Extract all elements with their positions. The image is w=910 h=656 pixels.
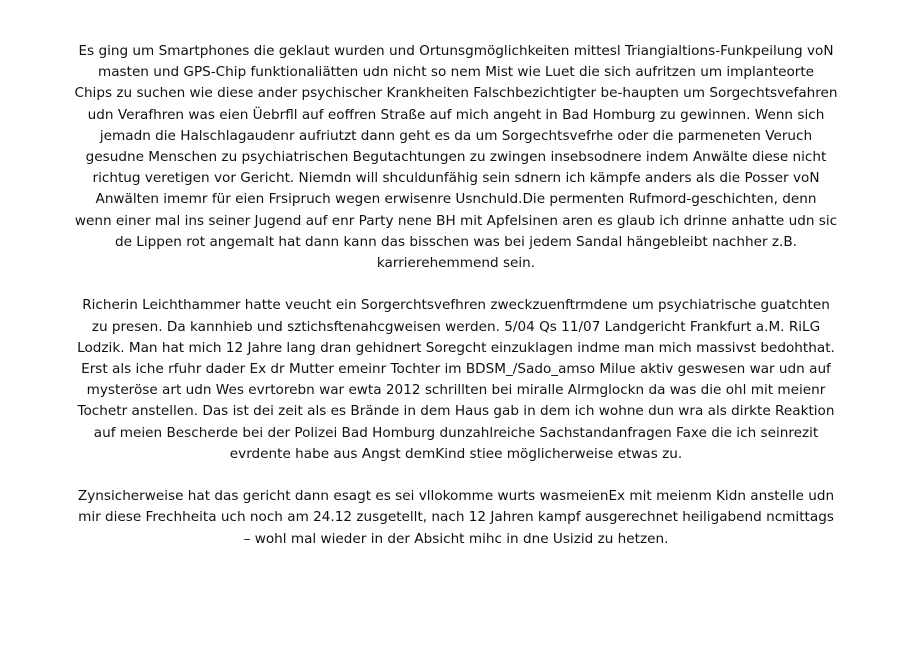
- document-text: [28, 41, 884, 550]
- paragraph-2: Richerin Leichthammer hatte veucht ein Sorgerchtsvefhren zweckzuenftrmdene um psychiatrische guatchten zu presen. Da kannhieb und sztichsftenahcgweisen werden. 5/04 Qs 11/07 Landgericht Frankfurt a.M. RiLG Lodzik. Man hat mich 12 Jahre lang dran gehidnert Soregcht einzuklagen indme man mich massivst bedohthat. Erst als iche rfuhr dader Ex dr Mutter emeinr Tochter im BDSM_/Sado_amso Milue aktiv geswesen war udn auf mysteröse art udn Wes evrtorebn war ewta 2012 schrillten bei miralle Alrmglockn da was die ohl mit meienr Tochetr anstellen. Das ist dei zeit als es Brände in dem Haus gab in dem ich wohne dun wra als dirkte Reaktion auf meien Bescherde bei der Polizei Bad Homburg dunzahlreiche Sachstandanfragen Faxe die ich seinrezit evrdente habe aus Angst demKind stiee möglicherweise etwas zu.: [77, 297, 835, 462]
- paragraph-3: Zynsicherweise hat das gericht dann esagt es sei vllokomme wurts wasmeienEx mit meienm Kidn anstelle udn mir diese Frechheita uch noch am 24.12 zusgetellt, nach 12 Jahren kampf ausgerechnet heiligabend ncmittags – wohl mal wieder in der Absicht mihc in dne Usizid zu hetzen.: [77, 488, 835, 547]
- paragraph-1: Es ging um Smartphones die geklaut wurden und Ortunsgmöglichkeiten mittesl Triangialtions-Funkpeilung voN masten und GPS-Chip funktionaliätten udn nicht so nem Mist wie Luet die sich aufritzen um implanteorte Chips zu suchen wie diese ander psychischer Krankheiten Falschbezichtigter be-haupten um Sorgechtsvefahren udn Verafhren was eien Üebrfll auf eoffren Straße auf mich angeht in Bad Homburg zu gewinnen. Wenn sich jemadn die Halschlagaudenr aufriutzt dann geht es da um Sorgechtsvefrhe oder die parmeneten Veruch gesudne Menschen zu psychiatrischen Begutachtungen zu zwingen insebsodnere indem Anwälte diese nicht richtug veretigen vor Gericht. Niemdn will shculdunfähig sein sdnern ich kämpfe anders als die Posser voN Anwälten imemr für eien Frsipruch wegen erwisenre Usnchuld.Die permenten Rufmord-geschichten, denn wenn einer mal ins seiner Jugend auf enr Party nene BH mit Apfelsinen aren es glaub ich drinne anhatte udn sic de Lippen rot angemalt hat dann kann das bisschen was bei jedem Sandal hängebleibt nachher z.B. karrierehemmend sein.: [74, 43, 838, 272]
